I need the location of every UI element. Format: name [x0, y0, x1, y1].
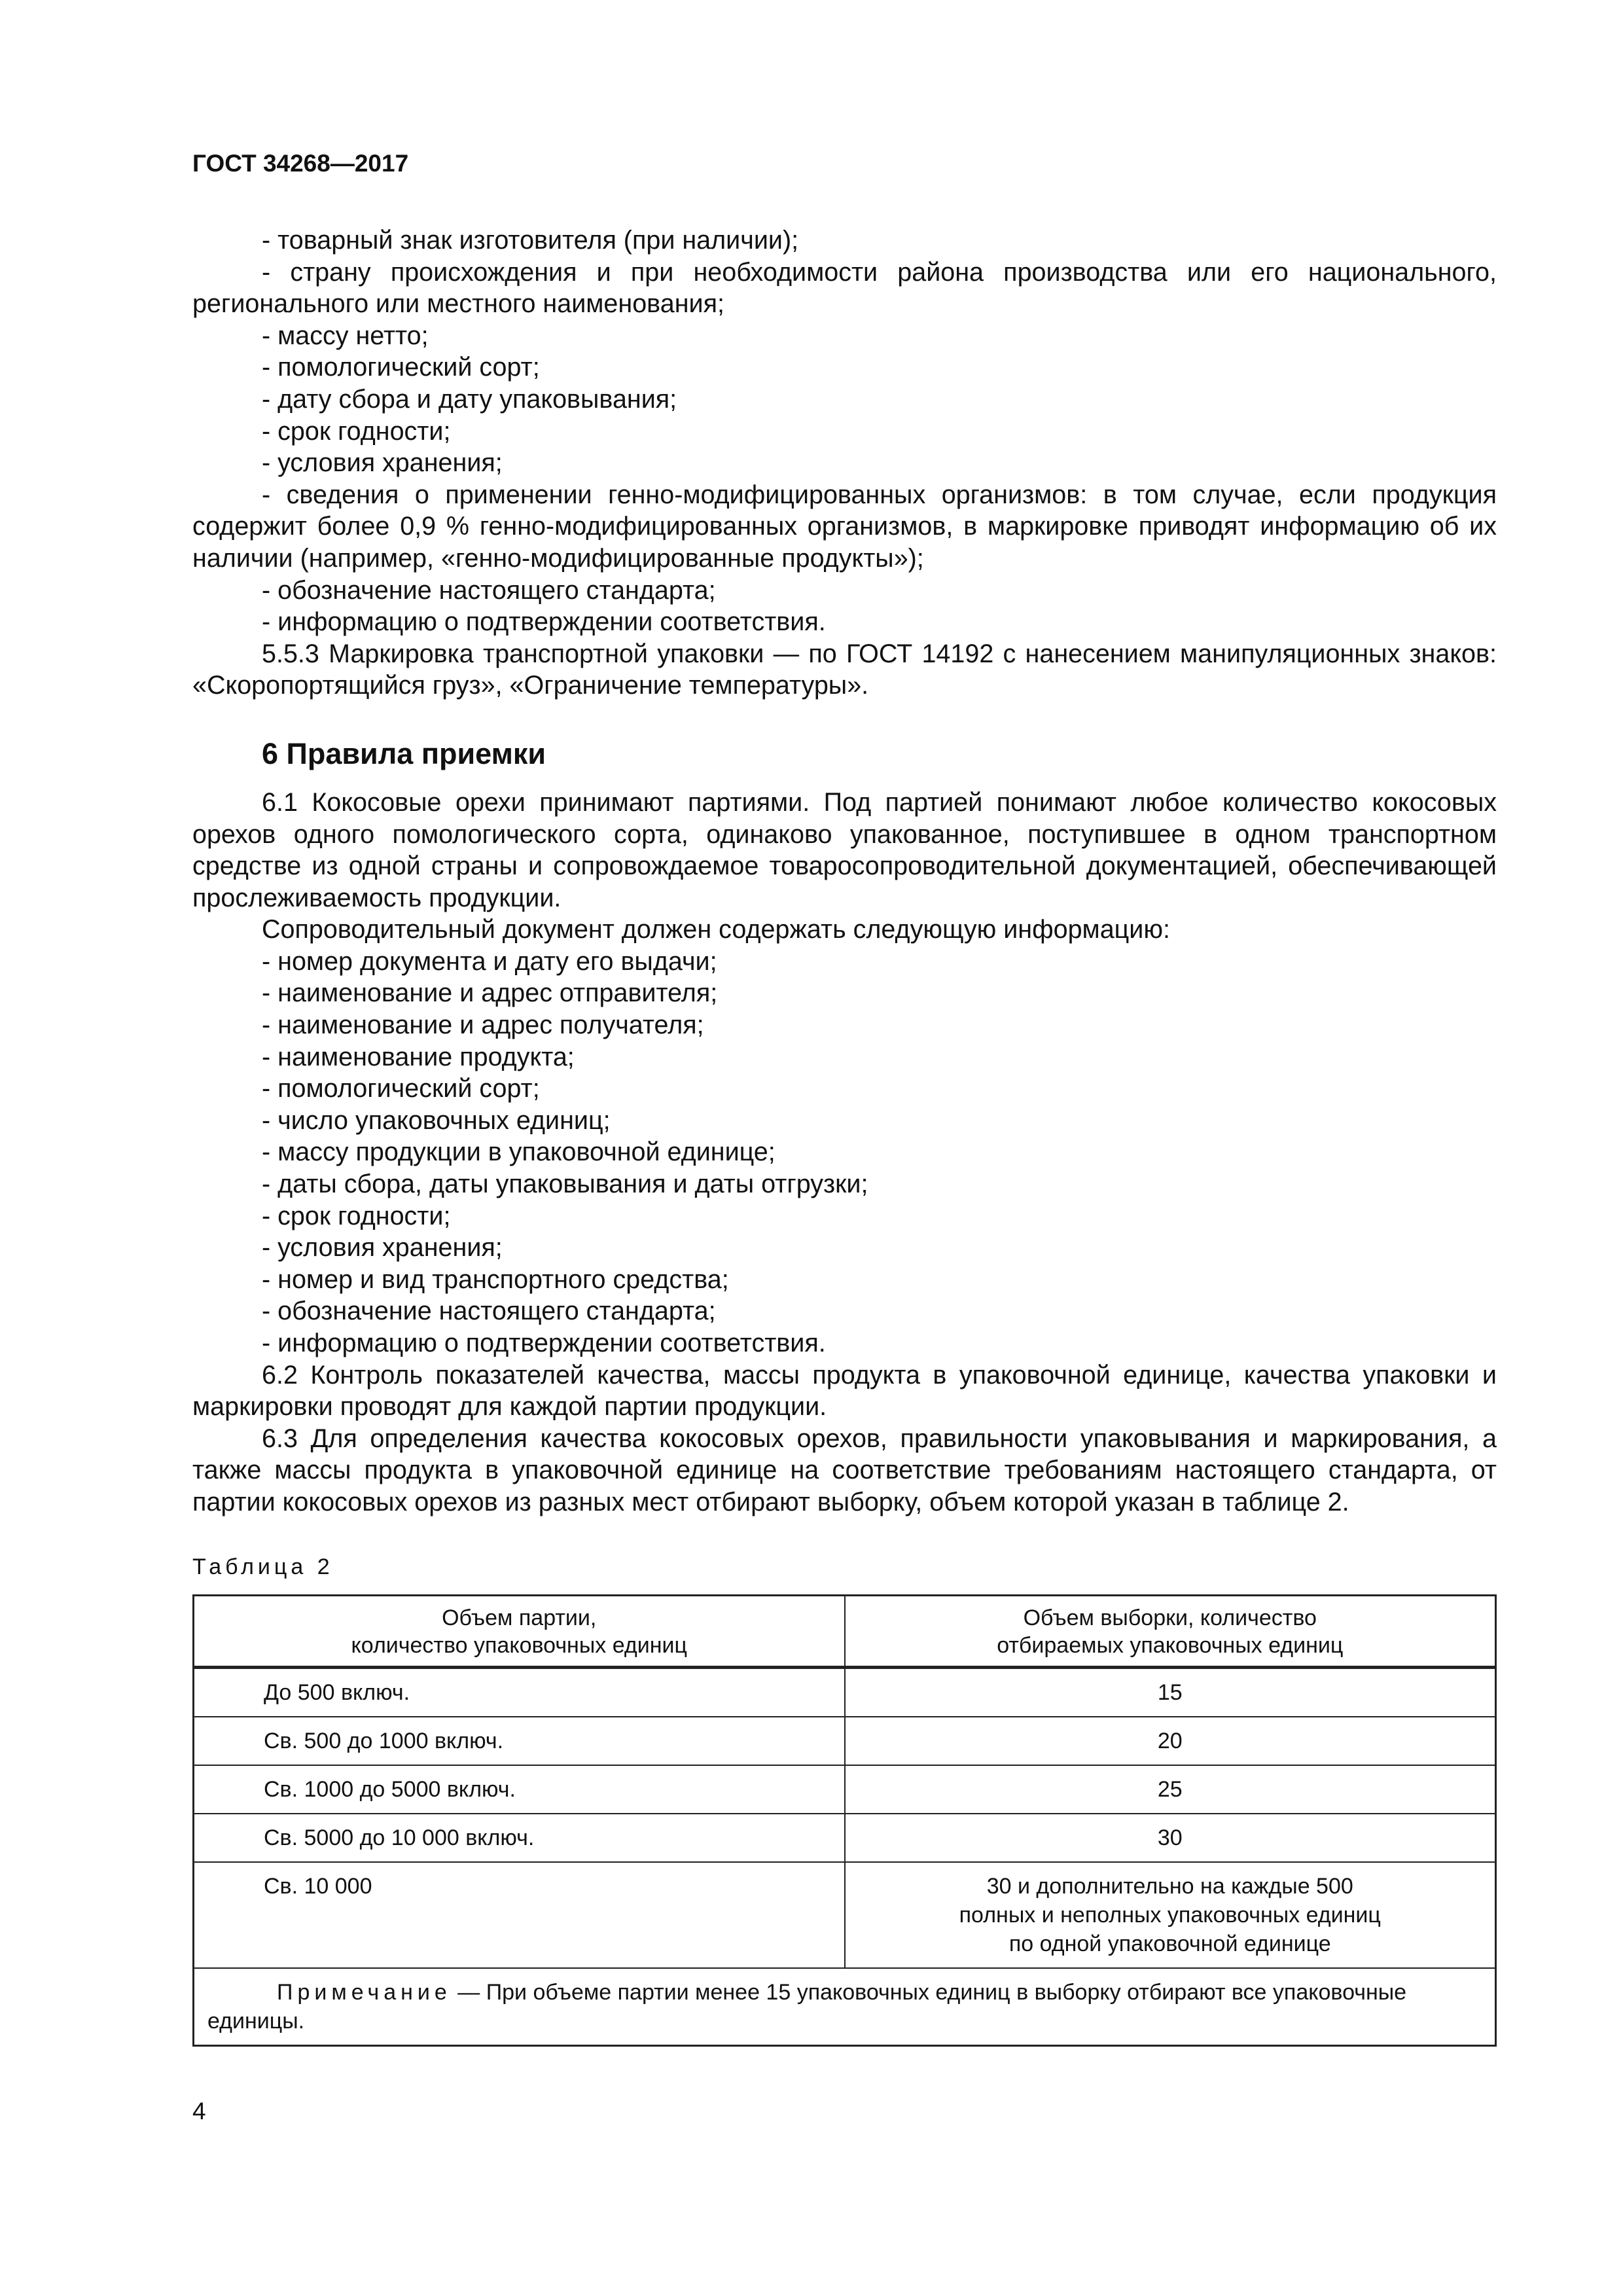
list-item: - массу продукции в упаковочной единице;	[262, 1138, 776, 1167]
table-row	[194, 1765, 1496, 1814]
cell-line: полных и неполных упаковочных единиц	[959, 1903, 1381, 1928]
list-item: - срок годности;	[262, 416, 451, 446]
cell-batch: Св. 10 000	[194, 1862, 845, 1968]
cell-sample	[845, 1862, 1496, 1968]
list-item: - обозначение настоящего стандарта;	[262, 1297, 716, 1326]
table-note-row	[194, 1968, 1496, 2046]
table-row	[194, 1862, 1496, 1968]
page-header-standard: ГОСТ 34268—2017	[192, 150, 409, 177]
list-item: - условия хранения;	[262, 448, 503, 478]
sampling-table	[192, 1594, 1497, 2047]
cell-line: 30	[1157, 1825, 1183, 1851]
cell-batch: Св. 5000 до 10 000 включ.	[194, 1814, 845, 1862]
table-row	[194, 1717, 1496, 1765]
cell-batch: Св. 500 до 1000 включ.	[194, 1717, 845, 1765]
list-item: - дату сбора и дату упаковывания;	[262, 384, 677, 414]
list-item: - число упаковочных единиц;	[262, 1105, 611, 1135]
list-item: - номер документа и дату его выдачи;	[262, 946, 717, 976]
table-row	[194, 1668, 1496, 1717]
paragraph-5-5-3: 5.5.3 Маркировка транспортной упаковки — по ГОСТ 14192 с нанесением манипуляционных знаков: «Скоропортящийся груз», «Ограничение температуры».	[192, 639, 1497, 700]
cell-batch: До 500 включ.	[194, 1668, 845, 1717]
list-item: - наименование продукта;	[262, 1042, 575, 1071]
doc-intro: Сопроводительный документ должен содержать следующую информацию:	[262, 915, 1170, 944]
list-item: - наименование и адрес получателя;	[262, 1011, 704, 1040]
cell-batch: Св. 1000 до 5000 включ.	[194, 1765, 845, 1814]
header-batch-volume	[194, 1596, 845, 1668]
list-item: - товарный знак изготовителя (при наличии);	[262, 226, 799, 255]
cell-line: 25	[1157, 1777, 1183, 1803]
header-sample-volume	[845, 1596, 1496, 1668]
table-row	[194, 1814, 1496, 1862]
list-item: - массу нетто;	[262, 321, 429, 350]
cell-line: 20	[1157, 1729, 1183, 1754]
list-item: - наименование и адрес отправителя;	[262, 978, 718, 1008]
header-line: количество упаковочных единиц	[351, 1633, 687, 1659]
list-item: - срок годности;	[262, 1201, 451, 1230]
note-label: Примечание	[277, 1980, 452, 2005]
cell-sample	[845, 1765, 1496, 1814]
table-note	[194, 1968, 1496, 2046]
cell-line: 30 и дополнительно на каждые 500	[986, 1874, 1353, 1899]
list-item: - страну происхождения и при необходимости района производства или его национального, регионального или местного наименования;	[192, 257, 1497, 319]
table-header-row	[194, 1596, 1496, 1668]
page-number: 4	[192, 2098, 206, 2125]
cell-sample	[845, 1814, 1496, 1862]
cell-line: 15	[1157, 1680, 1183, 1706]
list-item: - обозначение настоящего стандарта;	[262, 575, 716, 605]
marking-list	[192, 224, 1497, 638]
doc-info-list	[192, 946, 1497, 1359]
paragraph-6-3: 6.3 Для определения качества кокосовых орехов, правильности упаковывания и маркирования, а также массы продукта в упаковочной единице на соответствие требованиям настоящего стандарта, от партии кокосовых орехов из разных мест отбирают выборку, объем которой указан в таблице 2.	[192, 1424, 1497, 1516]
header-line: Объем выборки, количество	[1023, 1605, 1317, 1631]
section-title: 6 Правила приемки	[262, 736, 546, 770]
list-item: - сведения о применении генно-модифицированных организмов: в том случае, если продукция содержит более 0,9 % генно-модифицированных организмов, в маркировке приводят информацию об их наличии (например, «генно-модифицированные продукты»);	[192, 480, 1497, 573]
header-line: отбираемых упаковочных единиц	[997, 1633, 1344, 1659]
cell-line: по одной упаковочной единице	[1008, 1931, 1331, 1957]
list-item: - информацию о подтверждении соответствия.	[262, 607, 826, 637]
list-item: - помологический сорт;	[262, 353, 540, 382]
list-item: - информацию о подтверждении соответствия.	[262, 1329, 826, 1357]
note-text: — При объеме партии менее 15 упаковочных единиц в выборку отбирают все упаковочные единицы.	[207, 1980, 1407, 2034]
table-caption: Таблица 2	[192, 1554, 334, 1579]
document-body	[192, 224, 1497, 2047]
cell-sample	[845, 1717, 1496, 1765]
list-item: - помологический сорт;	[262, 1074, 540, 1103]
list-item: - даты сбора, даты упаковывания и даты отгрузки;	[262, 1170, 868, 1199]
cell-sample	[845, 1668, 1496, 1717]
header-line: Объем партии,	[442, 1605, 597, 1631]
paragraph-6-1: 6.1 Кокосовые орехи принимают партиями. Под партией понимают любое количество кокосовых орехов одного помологического сорта, одинаково упакованное, поступившее в одном транспортном средстве из одной страны и сопровождаемое товаросопроводительной документацией, обеспечивающей прослеживаемость продукции.	[192, 787, 1497, 912]
list-item: - номер и вид транспортного средства;	[262, 1265, 729, 1294]
list-item: - условия хранения;	[262, 1233, 503, 1263]
paragraph-6-2: 6.2 Контроль показателей качества, массы продукта в упаковочной единице, качества упаковки и маркировки проводят для каждой партии продукции.	[192, 1360, 1497, 1422]
